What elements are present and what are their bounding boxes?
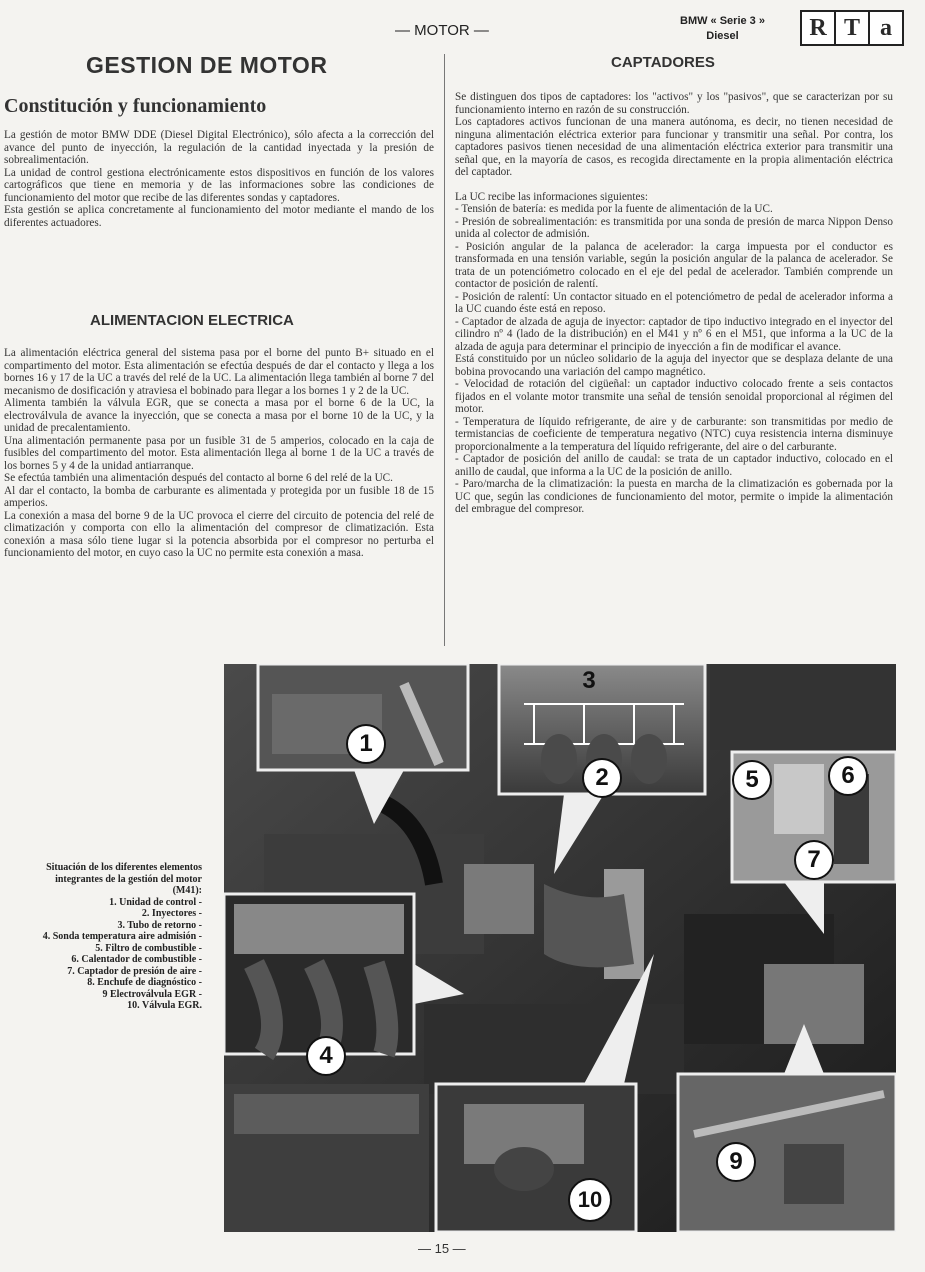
engine-photo [224, 664, 896, 1232]
list-item: La UC recibe las informaciones siguientes: [455, 190, 648, 203]
captadores-text [455, 91, 893, 516]
callout-9 [716, 1142, 756, 1182]
callout-number: 4 [319, 1042, 333, 1069]
figure-caption [0, 862, 202, 1012]
caption-line: 9 Electroválvula EGR - [102, 988, 202, 1000]
paragraph: Los captadores activos funcionan de una manera autónoma, es decir, no tienen necesidad de ninguna alimentación eléctrica exterior para funcionar y transmitir una señal. Por contra, los captadores pasivos tienen necesidad de una alimentación eléctrica exterior para transmitir una señal que, en la mayoría de casos, es recogida directamente en la propia alimentación eléctrica del captador. [455, 116, 893, 178]
callout-3 [574, 666, 604, 696]
list-item: - Presión de sobrealimentación: es transmitida por una sonda de presión de marca Nippon Denso unida al colector de admisión. [455, 215, 893, 240]
brand-label [680, 14, 765, 44]
subtitle: Constitución y funcionamiento [4, 95, 267, 117]
callout-4 [306, 1036, 346, 1076]
paragraph: Se efectúa también una alimentación después del contacto al borne 6 del relé de la UC. [4, 472, 393, 484]
caption-line: integrantes de la gestión del motor [55, 873, 202, 885]
caption-line: 10. Válvula EGR. [127, 1000, 202, 1011]
section-title-captadores: CAPTADORES [611, 54, 715, 71]
callout-number: 9 [729, 1148, 743, 1175]
paragraph: Se distinguen dos tipos de captadores: los "activos" y los "pasivos", que se caracterizan por su funcionamiento interno en razón de su construcción. [455, 91, 893, 116]
paragraph: Al dar el contacto, la bomba de carburante es alimentada y protegida por un fusible 18 de 15 amperios. [4, 484, 434, 509]
list-item: - Posición angular de la palanca de acelerador: la carga impuesta por el conductor es transformada en una tensión variable, según la posición angular de la palanca de acelerador. Se trata de un potenciómetro colocado en el eje del pedal de acelerador. También comprende un contactor de posición de ralentí. [455, 240, 893, 290]
alimentacion-text [4, 347, 434, 560]
paragraph: La unidad de control gestiona electrónicamente estos dispositivos en función de los valores cartográficos que tiene en memoria y de las informaciones sobre las condiciones de funcionamiento del motor que recibe de las diferentes sondas y captadores. [4, 166, 434, 204]
caption-line: (M41): [172, 885, 202, 896]
callout-number: 2 [595, 764, 609, 791]
caption-line: 3. Tubo de retorno - [117, 919, 202, 931]
callout-1 [346, 724, 386, 764]
list-item: - Temperatura de líquido refrigerante, de aire y de carburante: son transmitidas por medio de termistancias de coeficiente de temperatura negativo (NTC) cuya resistencia interna disminuye proporcionalmente a la temperatura del líquido refrigerante, del aire o del carburante. [455, 415, 893, 453]
callout-number: 7 [807, 846, 821, 873]
rta-logo [800, 10, 904, 46]
callout-10 [568, 1178, 612, 1222]
brand-model: BMW « Serie 3 » [680, 15, 765, 27]
caption-line: 7. Captador de presión de aire - [67, 965, 202, 977]
paragraph: La conexión a masa del borne 9 de la UC provoca el cierre del circuito de potencia del relé de climatización y comporta con ello la alimentación del compresor de climatización. Esta conexión a masa sólo tiene lugar si la potencia absorbida por el compresor no perturba el funcionamiento del motor, en cuyo caso la UC no permite esta conexión a masa. [4, 509, 434, 559]
list-item: - Paro/marcha de la climatización: la puesta en marcha de la climatización es gobernada por la UC que, según las condiciones de funcionamiento del motor, permite o impide la alimentación del embrague del compresor. [455, 478, 893, 515]
caption-line: Situación de los diferentes elementos [46, 862, 202, 873]
column-divider [444, 54, 445, 646]
intro-text [4, 129, 434, 229]
caption-line: 2. Inyectores - [141, 908, 202, 919]
callout-7 [794, 840, 834, 880]
callout-number: 6 [841, 762, 855, 789]
list-item: - Posición de ralentí: Un contactor situado en el potenciómetro de pedal de acelerador informa a la UC cuando éste está en reposo. [455, 290, 893, 315]
logo-letter-t: T [836, 12, 870, 44]
page-title: GESTION DE MOTOR [86, 52, 328, 78]
paragraph: Esta gestión se aplica concretamente al funcionamiento del motor mediante el mando de los diferentes actuadores. [4, 204, 434, 229]
caption-line: 1. Unidad de control - [109, 896, 202, 908]
paragraph: La gestión de motor BMW DDE (Diesel Digital Electrónico), sólo afecta a la corrección del avance del punto de inyección, la regulación de la cantidad inyectada y la presión de sobrealimentación. [4, 129, 434, 166]
list-item: - Tensión de batería: es medida por la fuente de alimentación de la UC. [455, 203, 773, 215]
paragraph: Alimenta también la válvula EGR, que se conecta a masa por el borne 6 de la UC, la electroválvula de avance la inyección, que se conecta a masa por el borne 10 de la UC, y la unidad de precalentamiento. [4, 397, 434, 434]
list-item: Está constituido por un núcleo solidario de la aguja del inyector que se desplaza delante de una bobina provocando una variación del campo magnético. [455, 353, 893, 378]
logo-letter-a: a [880, 14, 892, 41]
caption-line: 5. Filtro de combustible - [95, 942, 202, 954]
callout-2 [582, 758, 622, 798]
callout-number: 5 [745, 766, 759, 793]
section-header: — MOTOR — [395, 22, 489, 39]
callout-5 [732, 760, 772, 800]
engine-photo-illustration [224, 664, 896, 1232]
caption-line: 6. Calentador de combustible - [71, 954, 202, 965]
callout-number: 3 [582, 667, 596, 694]
brand-engine: Diesel [706, 30, 739, 42]
caption-line: 4. Sonda temperatura aire admisión - [42, 931, 202, 942]
paragraph: Una alimentación permanente pasa por un fusible 31 de 5 amperios, colocado en la caja de fusibles del compartimento del motor. Esta alimentación llega al borne 1 de la UC a través de los bornes 5 y 4 de la unidad antiarranque. [4, 434, 434, 472]
paragraph: La alimentación eléctrica general del sistema pasa por el borne del punto B+ situado en el compartimento del motor. Esta alimentación se efectúa después de dar el contacto y llega a los bornes 16 y 17 de la UC a través del relé de la UC. La alimentación llega también al borne 7 del mecanismo de dosificación y atraviesa el bobinado para llegar a los bornes 1 y 2 de la UC. [4, 347, 434, 397]
list-item: - Velocidad de rotación del cigüeñal: un captador inductivo colocado frente a seis contactos fijados en el volante motor transmite una señal de tensión senoidal proporcional al régimen del motor. [455, 378, 893, 415]
callout-number: 1 [359, 730, 373, 757]
caption-line: 8. Enchufe de diagnóstico - [87, 977, 202, 988]
section-title-alimentacion: ALIMENTACION ELECTRICA [90, 312, 294, 329]
list-item: - Captador de posición del anillo de caudal: se trata de un captador inductivo, colocado en el anillo de caudal, que informa a la UC de la posición de anillo. [455, 453, 893, 478]
callout-number: 10 [577, 1187, 603, 1212]
logo-letter-r: R [802, 12, 836, 44]
page-number: — 15 — [418, 1241, 466, 1256]
callout-6 [828, 756, 868, 796]
list-item: - Captador de alzada de aguja de inyector: captador de tipo inductivo integrado en el inyector del cilindro nº 4 (lado de la distribución) en el M41 y nº 6 en el M51, que informa a la UC de la alzada de aguja para determinar el principio de inyección a fin de modificar el avance. [455, 315, 893, 353]
